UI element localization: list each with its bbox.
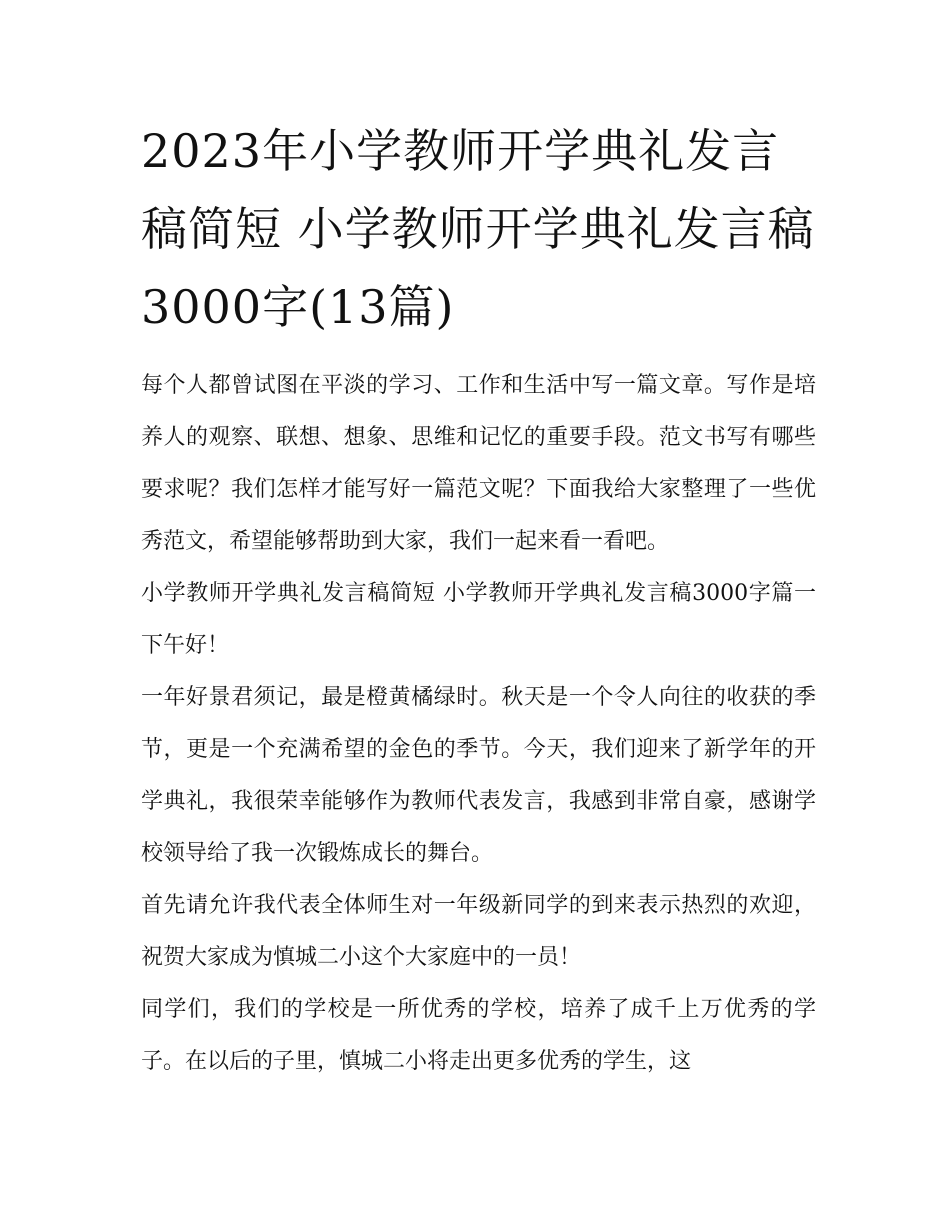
paragraph-school: 同学们，我们的学校是一所优秀的学校，培养了成千上万优秀的学子。在以后的子里，慎城二小将走出更多优秀的学生，这 bbox=[141, 997, 816, 1074]
document-page bbox=[141, 112, 816, 1088]
document-title: 2023年小学教师开学典礼发言稿简短 小学教师开学典礼发言稿3000字(13篇) bbox=[141, 124, 815, 334]
paragraph-welcome: 首先请允许我代表全体师生对一年级新同学的到来表示热烈的欢迎，祝贺大家成为慎城二小这个大家庭中的一员！ bbox=[141, 893, 816, 970]
paragraph-intro: 每个人都曾试图在平淡的学习、工作和生活中写一篇文章。写作是培养人的观察、联想、想象、思维和记忆的重要手段。范文书写有哪些要求呢？我们怎样才能写好一篇范文呢？下面我给大家整理了一些优秀范文，希望能够帮助到大家，我们一起来看一看吧。 bbox=[141, 373, 816, 554]
paragraph-autumn: 一年好景君须记，最是橙黄橘绿时。秋天是一个令人向往的收获的季节，更是一个充满希望的金色的季节。今天，我们迎来了新学年的开学典礼，我很荣幸能够作为教师代表发言，我感到非常自豪，感谢学校领导给了我一次锻炼成长的舞台。 bbox=[141, 685, 816, 866]
paragraph-heading-1: 小学教师开学典礼发言稿简短 小学教师开学典礼发言稿3000字篇一 下午好！ bbox=[141, 581, 816, 658]
